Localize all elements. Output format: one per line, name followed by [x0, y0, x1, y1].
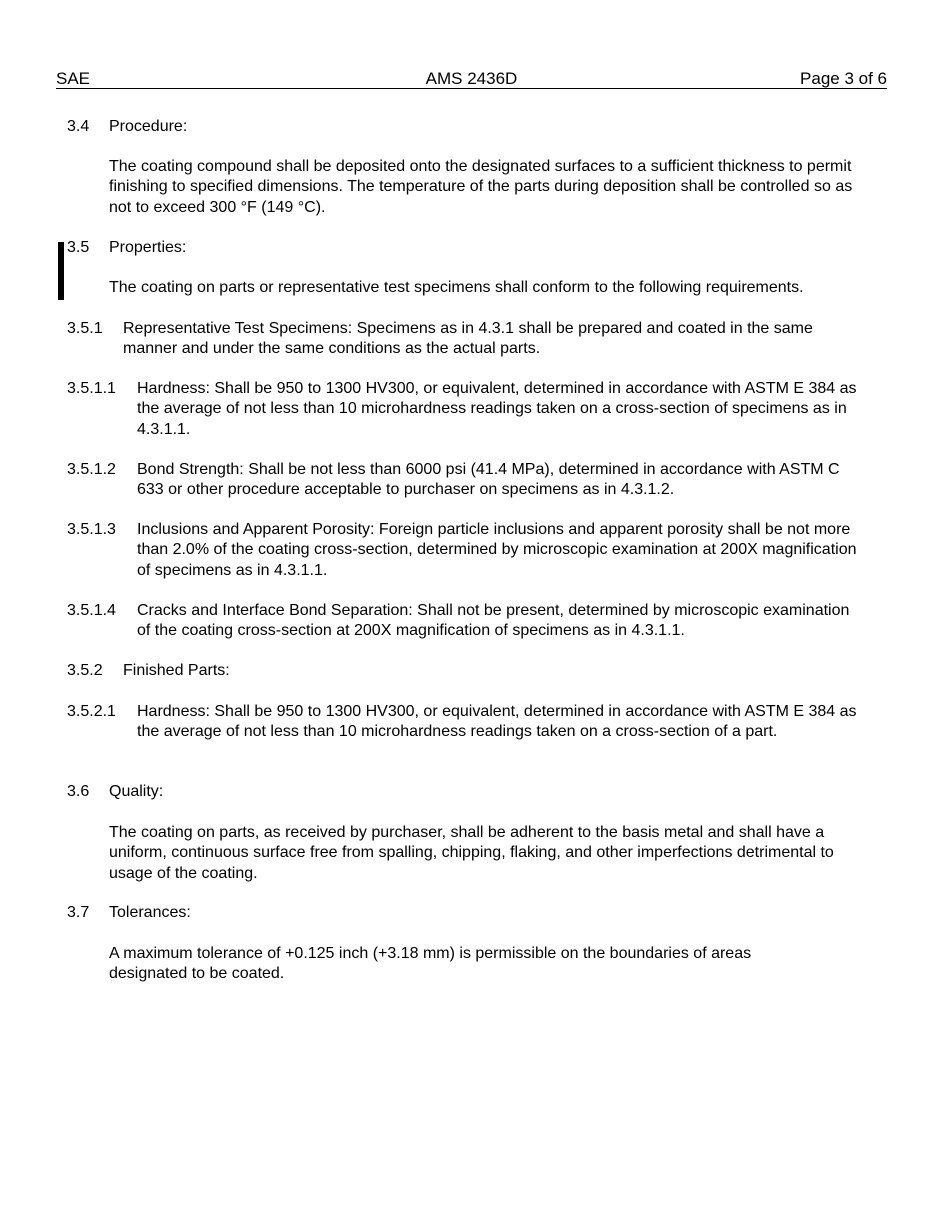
section-title: Quality: [109, 783, 164, 800]
header-org: SAE [56, 69, 91, 88]
section-3-5-2 [67, 661, 867, 683]
section-3-5-1-3 [67, 520, 867, 582]
section-3-5-2-1 [67, 702, 867, 764]
section-3-5-1 [67, 319, 867, 361]
section-text: Finished Parts: [123, 662, 230, 679]
section-3-6-body: The coating on parts, as received by purchaser, shall be adherent to the basis metal and shall have a uniform, continuous surface free from spalling, chipping, flaking, and other imperfections detrimental to usage of the coating. [109, 824, 834, 882]
section-number: 3.4 [67, 118, 90, 135]
section-title: Procedure: [109, 118, 188, 135]
section-3-5-body: The coating on parts or representative test specimens shall conform to the following requirements. [109, 279, 804, 296]
section-3-5-1-1 [67, 379, 867, 441]
section-text: Bond Strength: Shall be not less than 6000 psi (41.4 MPa), determined in accordance with ASTM C 633 or other procedure acceptable to purchaser on specimens as in 4.3.1.2. [137, 461, 840, 499]
revision-change-bar [58, 242, 64, 300]
section-number: 3.5.1.2 [67, 461, 116, 478]
section-text: Inclusions and Apparent Porosity: Foreign particle inclusions and apparent porosity shall be not more than 2.0% of the coating cross-section, determined by microscopic examination at 200X magnification of specimens as in 4.3.1.1. [137, 521, 857, 579]
section-number: 3.5 [67, 239, 90, 256]
header-doc-number: AMS 2436D [425, 69, 518, 88]
section-number: 3.5.1 [67, 320, 103, 337]
section-3-4-body: The coating compound shall be deposited onto the designated surfaces to a sufficient thickness to permit finishing to specified dimensions. The temperature of the parts during deposition shall be controlled so as not to exceed 300 °F (149 °C). [109, 158, 853, 216]
section-title: Properties: [109, 239, 187, 256]
section-3-5-1-4 [67, 601, 867, 643]
section-text: Cracks and Interface Bond Separation: Shall not be present, determined by microscopic examination of the coating cross-section at 200X magnification of specimens as in 4.3.1.1. [137, 602, 850, 640]
page-header [56, 69, 887, 89]
section-3-7-body: A maximum tolerance of +0.125 inch (+3.18 mm) is permissible on the boundaries of areas designated to be coated. [109, 945, 752, 983]
section-text: Hardness: Shall be 950 to 1300 HV300, or equivalent, determined in accordance with ASTM E 384 as the average of not less than 10 microhardness readings taken on a cross-section of specimens as in 4.3.1.1. [137, 380, 857, 438]
section-number: 3.5.2.1 [67, 703, 116, 720]
section-number: 3.7 [67, 904, 90, 921]
section-text: Hardness: Shall be 950 to 1300 HV300, or equivalent, determined in accordance with ASTM E 384 as the average of not less than 10 microhardness readings taken on a cross-section of a part. [137, 703, 857, 741]
section-number: 3.5.1.4 [67, 602, 116, 619]
section-text: Representative Test Specimens: Specimens as in 4.3.1 shall be prepared and coated in the same manner and under the same conditions as the actual parts. [123, 320, 813, 358]
section-number: 3.5.2 [67, 662, 103, 679]
section-3-5-1-2 [67, 460, 867, 502]
section-number: 3.5.1.3 [67, 521, 116, 538]
section-number: 3.5.1.1 [67, 380, 116, 397]
section-title: Tolerances: [109, 904, 191, 921]
header-page-number: Page 3 of 6 [800, 69, 887, 88]
section-number: 3.6 [67, 783, 90, 800]
